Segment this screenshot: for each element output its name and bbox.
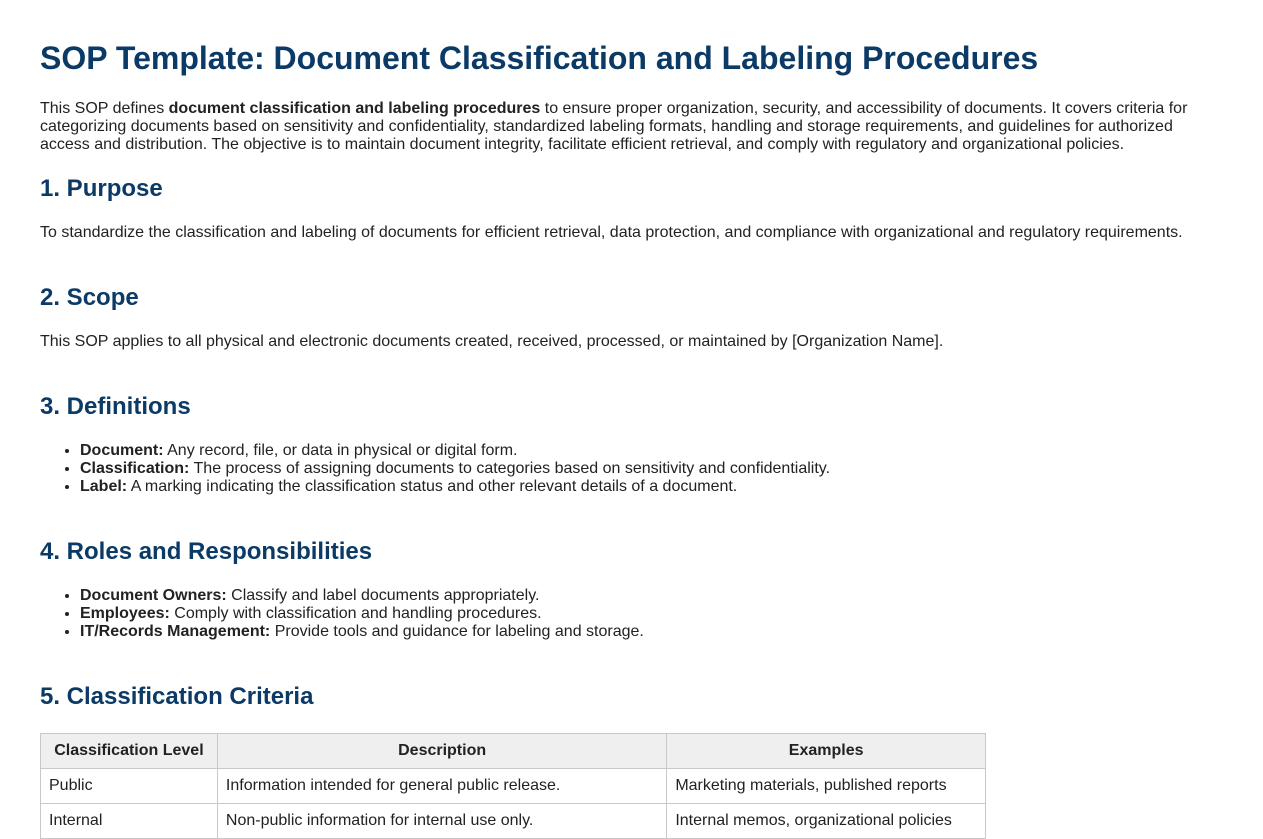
definition-term: Label: [80,478,128,495]
intro-emphasis: document classification and labeling procedures [168,100,541,117]
table-cell-description: Information intended for general public release. [217,769,666,804]
list-item [80,587,1223,605]
intro-paragraph [40,100,1200,154]
column-header-examples: Examples [667,734,986,769]
roles-list [40,587,1223,641]
role-text: Comply with classification and handling procedures. [169,605,542,622]
intro-text-start: This SOP defines [40,100,169,117]
list-item [80,460,1223,478]
table-cell-description: Non-public information for internal use only. [217,804,666,839]
classification-table [40,733,986,839]
table-cell-level: Internal [41,804,218,839]
definition-text: A marking indicating the classification status and other relevant details of a document. [127,478,738,495]
role-term: IT/Records Management: [80,623,271,640]
list-item [80,605,1223,623]
role-text: Classify and label documents appropriately. [226,587,540,604]
criteria-heading: 5. Classification Criteria [40,683,314,710]
purpose-heading: 1. Purpose [40,175,163,202]
scope-heading: 2. Scope [40,284,139,311]
column-header-description: Description [217,734,666,769]
definition-term: Classification: [80,460,190,477]
list-item [80,623,1223,641]
purpose-text: To standardize the classification and labeling of documents for efficient retrieval, data protection, and compliance with organizational and regulatory requirements. [40,224,1183,241]
column-header-level: Classification Level [41,734,218,769]
role-term: Employees: [80,605,170,622]
definition-term: Document: [80,442,164,459]
definition-text: Any record, file, or data in physical or digital form. [163,442,518,459]
list-item [80,442,1223,460]
role-text: Provide tools and guidance for labeling and storage. [270,623,644,640]
role-term: Document Owners: [80,587,227,604]
table-cell-examples: Internal memos, organizational policies [667,804,986,839]
definitions-heading: 3. Definitions [40,393,191,420]
table-row [41,769,986,804]
scope-text: This SOP applies to all physical and electronic documents created, received, processed, or maintained by [Organization Name]. [40,333,944,350]
page-title: SOP Template: Document Classification and Labeling Procedures [40,40,1039,76]
roles-heading: 4. Roles and Responsibilities [40,538,373,565]
table-cell-examples: Marketing materials, published reports [667,769,986,804]
definition-text: The process of assigning documents to categories based on sensitivity and confidentiality. [189,460,831,477]
table-cell-level: Public [41,769,218,804]
table-header-row [41,734,986,769]
list-item [80,478,1223,496]
intro-text-end: to ensure proper organization, security, and accessibility of documents. It covers criteria for categorizing documents based on sensitivity and confidentiality, standardized labeling formats, handling and storage requirements, and guidelines for authorized access and distribution. The objective is to maintain document integrity, facilitate efficient retrieval, and comply with regulatory and organizational policies. [40,100,1188,153]
definitions-list [40,442,1223,496]
table-row [41,804,986,839]
